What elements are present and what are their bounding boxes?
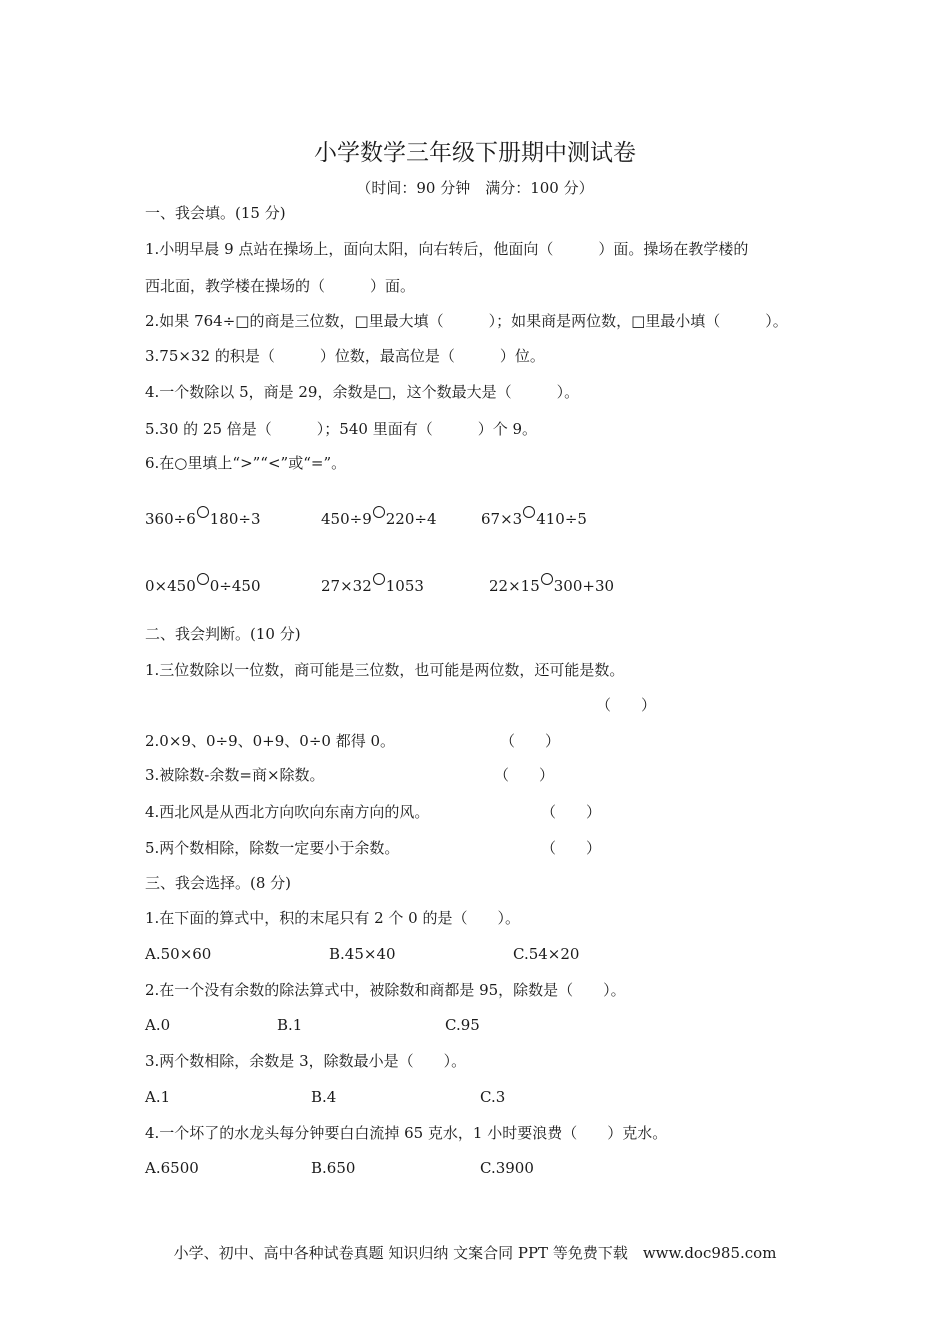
comparison-right: 0÷450 — [209, 577, 261, 595]
s1-question-2: 2.如果 764÷□的商是三位数，□里最大填（ ）；如果商是两位数，□里最小填（ ）。 — [145, 312, 788, 330]
option-a[interactable]: A.50×60 — [145, 945, 212, 963]
comparison-right: 1053 — [385, 577, 424, 595]
comparison-left: 0×450 — [145, 577, 196, 595]
option-c[interactable]: C.3900 — [480, 1159, 534, 1177]
blank-circle-icon[interactable] — [373, 506, 385, 518]
answer-parentheses[interactable]: （ ） — [500, 732, 561, 750]
option-a[interactable]: A.6500 — [145, 1159, 199, 1177]
comparison-left: 450÷9 — [321, 510, 372, 528]
option-b[interactable]: B.650 — [311, 1159, 356, 1177]
option-c[interactable]: C.3 — [480, 1088, 506, 1106]
option-b[interactable]: B.45×40 — [329, 945, 396, 963]
comparison-left: 360÷6 — [145, 510, 196, 528]
section-3-heading: 三、我会选择。(8 分) — [145, 874, 292, 892]
blank-circle-icon[interactable] — [197, 573, 209, 585]
option-a[interactable]: A.1 — [145, 1088, 171, 1106]
s1-question-5: 5.30 的 25 倍是（ ）；540 里面有（ ）个 9。 — [145, 420, 538, 438]
exam-time-score: （时间：90 分钟 满分：100 分） — [356, 179, 594, 197]
comparison-item — [481, 506, 587, 529]
comparison-item — [489, 573, 614, 596]
option-c[interactable]: C.95 — [445, 1016, 480, 1034]
option-b[interactable]: B.1 — [277, 1016, 303, 1034]
answer-parentheses[interactable]: （ ） — [541, 839, 602, 857]
comparison-item — [145, 573, 261, 596]
section-2-heading: 二、我会判断。(10 分) — [145, 625, 301, 643]
answer-parentheses[interactable]: （ ） — [596, 696, 657, 714]
comparison-right: 410÷5 — [536, 510, 587, 528]
comparison-left: 27×32 — [321, 577, 372, 595]
blank-circle-icon[interactable] — [197, 506, 209, 518]
s2-statement-5: 5.两个数相除，除数一定要小于余数。 — [145, 839, 400, 857]
s1-question-1-line-2: 西北面，教学楼在操场的（ ）面。 — [145, 277, 416, 295]
section-1-heading: 一、我会填。(15 分) — [145, 204, 286, 222]
s3-question-3: 3.两个数相除，余数是 3，除数最小是（ ）。 — [145, 1052, 467, 1070]
comparison-right: 220÷4 — [385, 510, 437, 528]
comparison-item — [321, 573, 424, 596]
comparison-right: 180÷3 — [209, 510, 261, 528]
option-a[interactable]: A.0 — [145, 1016, 171, 1034]
option-c[interactable]: C.54×20 — [513, 945, 580, 963]
comparison-left: 67×3 — [481, 510, 523, 528]
s3-question-2: 2.在一个没有余数的除法算式中，被除数和商都是 95，除数是（ ）。 — [145, 981, 626, 999]
comparison-item — [321, 506, 437, 529]
option-b[interactable]: B.4 — [311, 1088, 337, 1106]
s2-statement-3: 3.被除数-余数=商×除数。 — [145, 766, 325, 784]
s1-question-1-line-1: 1.小明早晨 9 点站在操场上，面向太阳，向右转后，他面向（ ）面。操场在教学楼的 — [145, 240, 749, 258]
comparison-item — [145, 506, 261, 529]
comparison-left: 22×15 — [489, 577, 540, 595]
page-title: 小学数学三年级下册期中测试卷 — [314, 140, 636, 166]
page-footer: 小学、初中、高中各种试卷真题 知识归纳 文案合同 PPT 等免费下载 www.doc985.com — [173, 1244, 777, 1262]
blank-circle-icon[interactable] — [541, 573, 553, 585]
comparison-right: 300+30 — [553, 577, 615, 595]
s2-statement-2: 2.0×9、0÷9、0+9、0÷0 都得 0。 — [145, 732, 396, 750]
blank-circle-icon[interactable] — [373, 573, 385, 585]
answer-parentheses[interactable]: （ ） — [541, 803, 602, 821]
s2-statement-4: 4.西北风是从西北方向吹向东南方向的风。 — [145, 803, 430, 821]
s1-question-3: 3.75×32 的积是（ ）位数，最高位是（ ）位。 — [145, 347, 545, 365]
answer-parentheses[interactable]: （ ） — [494, 766, 555, 784]
s3-question-4: 4.一个坏了的水龙头每分钟要白白流掉 65 克水，1 小时要浪费（ ）克水。 — [145, 1124, 668, 1142]
s2-statement-1: 1.三位数除以一位数，商可能是三位数，也可能是两位数，还可能是数。 — [145, 661, 625, 679]
s1-question-6: 6.在○里填上“>”“<”或“=”。 — [145, 454, 347, 472]
s3-question-1: 1.在下面的算式中，积的末尾只有 2 个 0 的是（ ）。 — [145, 909, 520, 927]
s1-question-4: 4.一个数除以 5，商是 29，余数是□，这个数最大是（ ）。 — [145, 383, 580, 401]
blank-circle-icon[interactable] — [523, 506, 535, 518]
